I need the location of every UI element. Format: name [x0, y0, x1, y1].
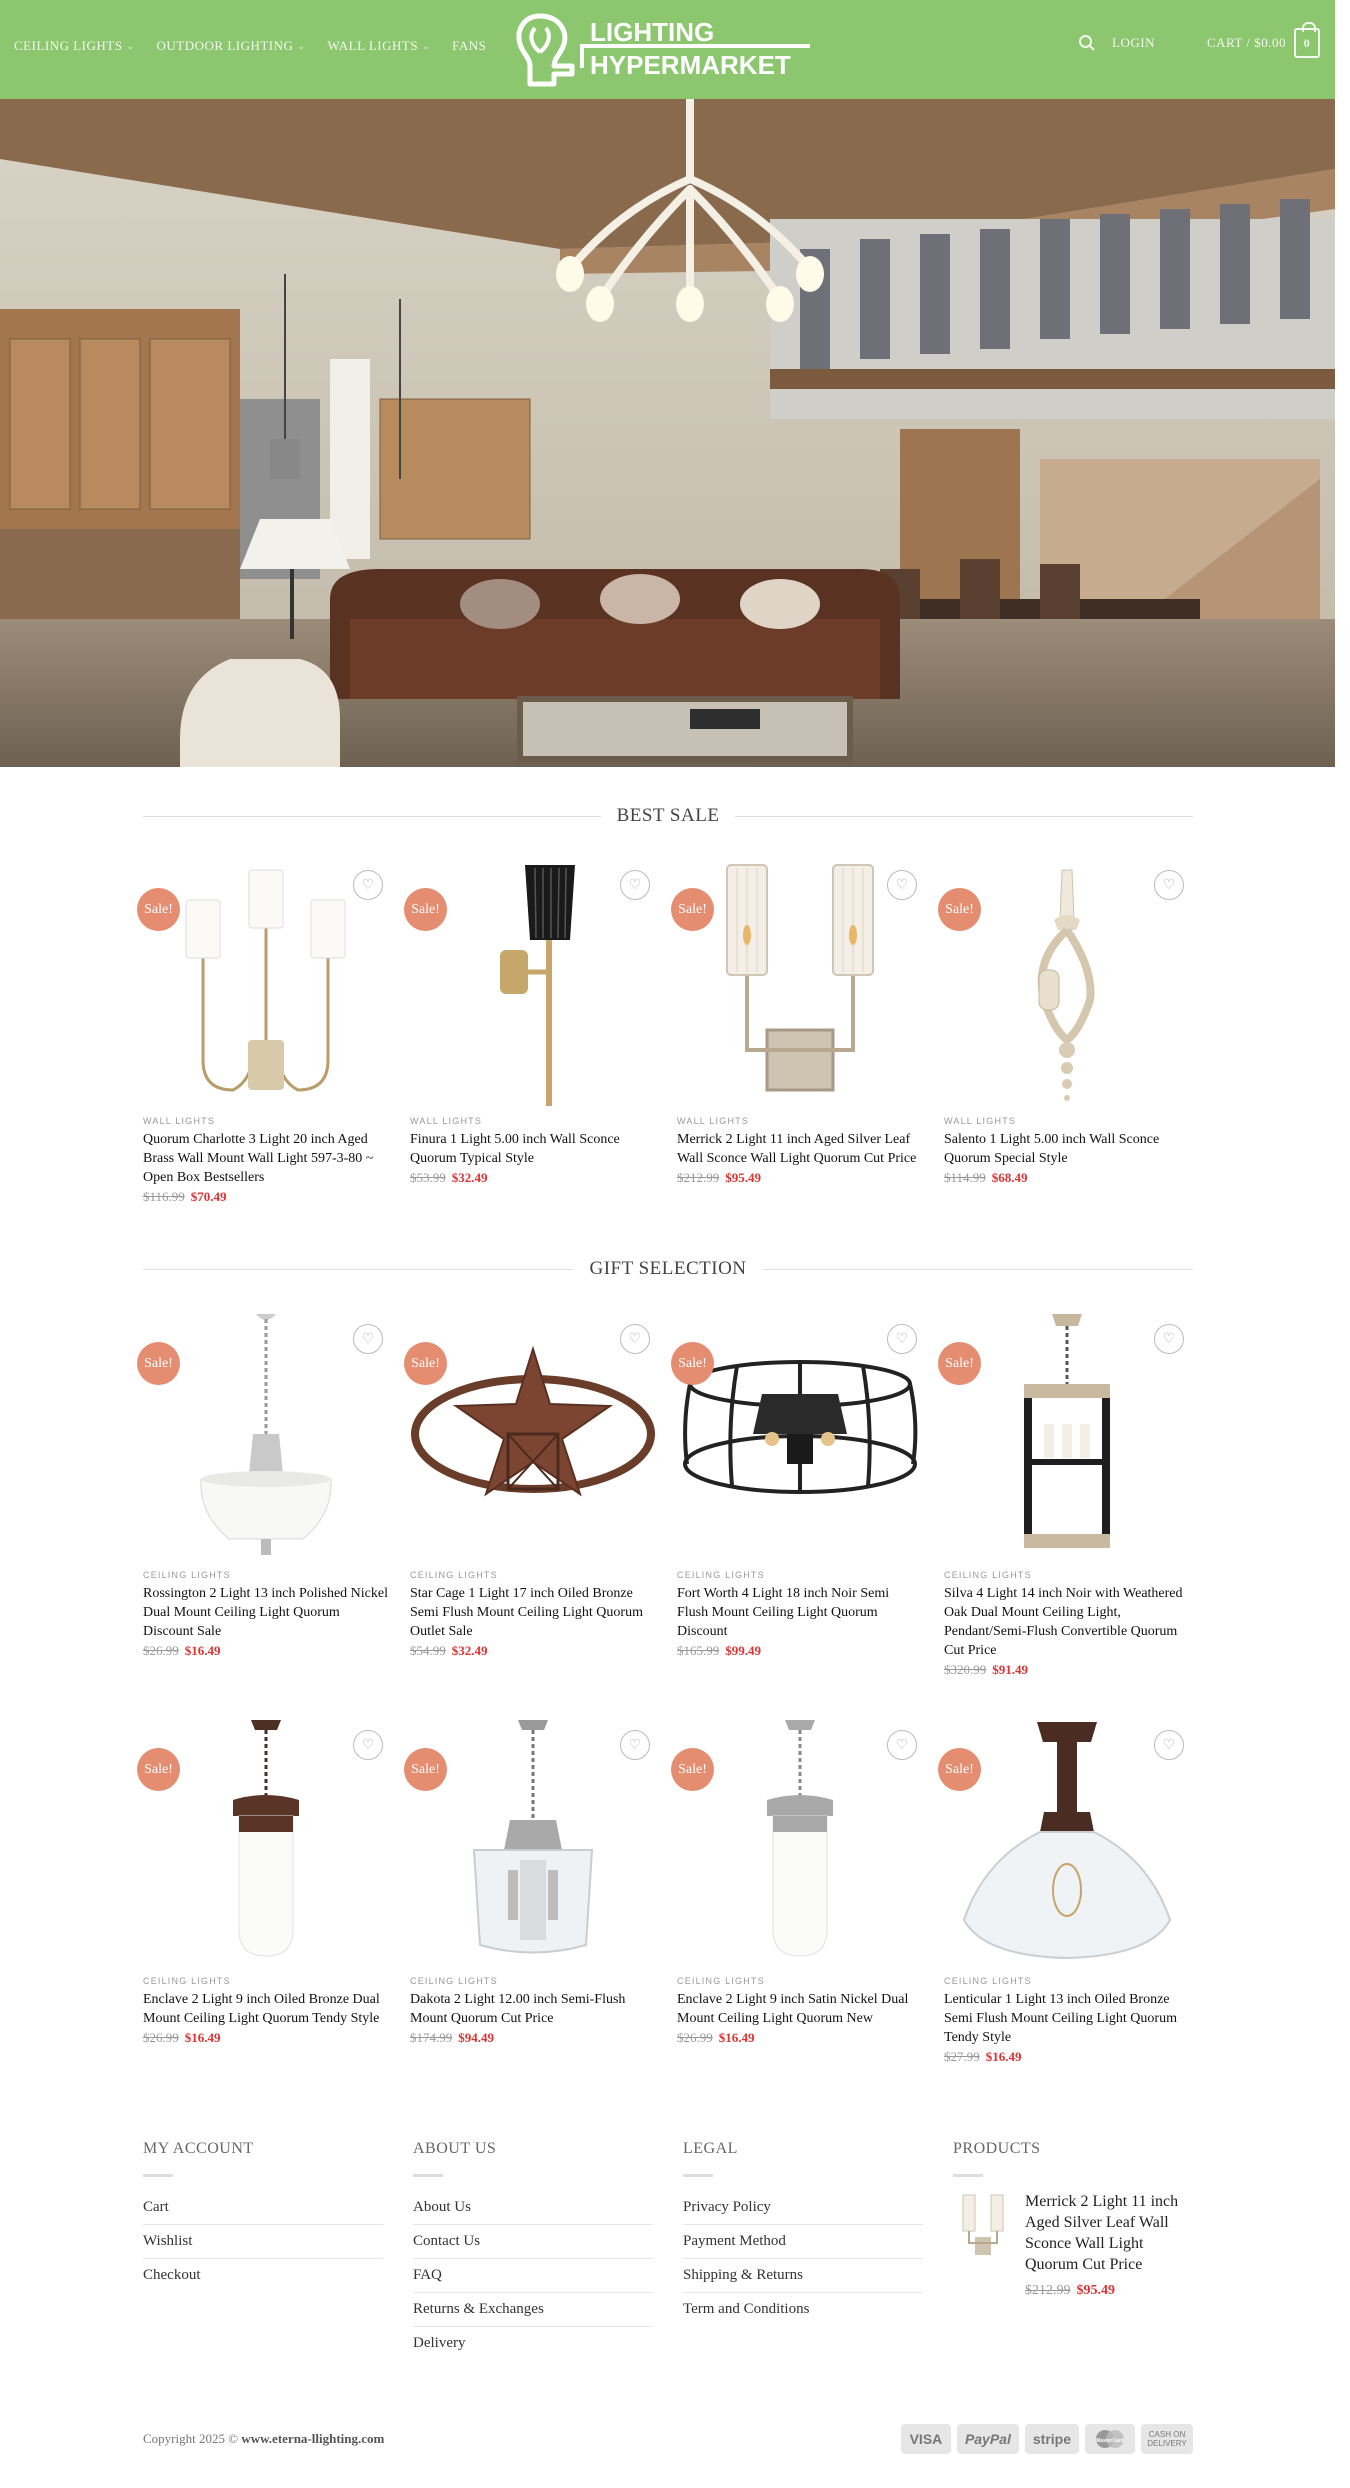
product-card[interactable] — [410, 1720, 656, 2100]
footer-link-terms[interactable]: Term and Conditions — [683, 2301, 810, 2317]
product-name[interactable]: Finura 1 Light 5.00 inch Wall Sconce Quorum Typical Style — [410, 1132, 620, 1166]
sale-badge: Sale! — [137, 1748, 180, 1791]
copyright-site-link[interactable]: www.eterna-llighting.com — [241, 2431, 385, 2446]
stripe-icon: stripe — [1025, 2424, 1079, 2454]
section-heading: GIFT SELECTION — [589, 1258, 747, 1279]
product-grid-gift-selection — [143, 1314, 1193, 2100]
product-card[interactable] — [677, 1314, 923, 1694]
heart-icon[interactable]: ♡ — [353, 870, 383, 900]
footer-product-item[interactable] — [953, 2191, 1193, 2299]
payment-icons — [901, 2424, 1193, 2454]
product-grid-best-sale — [143, 860, 1193, 1240]
product-card[interactable] — [143, 860, 389, 1240]
footer-col-products — [953, 2140, 1193, 2360]
product-category[interactable]: CEILING LIGHTS — [410, 1570, 498, 1580]
product-card[interactable] — [143, 1314, 389, 1694]
product-category[interactable]: CEILING LIGHTS — [944, 1976, 1032, 1986]
product-name[interactable]: Dakota 2 Light 12.00 inch Semi-Flush Mount Quorum Cut Price — [410, 1992, 626, 2026]
chevron-down-icon: ⌄ — [297, 40, 306, 51]
product-price — [677, 2030, 923, 2046]
heart-icon[interactable]: ♡ — [887, 1730, 917, 1760]
section-title-best-sale — [143, 805, 1193, 827]
product-category[interactable]: CEILING LIGHTS — [143, 1976, 231, 1986]
site-logo[interactable] — [510, 8, 824, 92]
product-card[interactable] — [143, 1720, 389, 2100]
sale-price: $16.49 — [985, 2049, 1022, 2064]
footer-link-shipping-returns[interactable]: Shipping & Returns — [683, 2259, 923, 2293]
old-price: $174.99 — [410, 2030, 453, 2045]
product-category[interactable]: WALL LIGHTS — [677, 1116, 750, 1126]
nav-ceiling-lights[interactable] — [14, 38, 135, 54]
product-name[interactable]: Quorum Charlotte 3 Light 20 inch Aged Brass Wall Mount Wall Light 597-3-80 ~ Open Box Bestsellers — [143, 1132, 374, 1185]
product-image[interactable] — [410, 1720, 656, 1966]
two-glass-sconce-icon — [677, 860, 923, 1106]
white-bowl-pendant-icon — [143, 1314, 389, 1560]
living-room-photo — [0, 99, 1335, 767]
heart-icon[interactable]: ♡ — [1154, 1324, 1184, 1354]
old-price: $54.99 — [410, 1643, 446, 1658]
product-name[interactable]: Rossington 2 Light 13 inch Polished Nickel Dual Mount Ceiling Light Quorum Discount Sale — [143, 1586, 388, 1639]
sale-badge: Sale! — [938, 888, 981, 931]
nav-wall-lights[interactable] — [327, 38, 430, 54]
old-price: $26.99 — [143, 2030, 179, 2045]
cash-on-delivery-icon: CASH ON DELIVERY — [1141, 2424, 1193, 2454]
sale-badge: Sale! — [404, 888, 447, 931]
product-card[interactable] — [944, 1720, 1190, 2100]
footer-link-cart[interactable]: Cart — [143, 2191, 383, 2225]
footer-link-about-us[interactable]: About Us — [413, 2191, 653, 2225]
visa-icon: VISA — [901, 2424, 951, 2454]
cart-count-badge: 0 — [1294, 28, 1320, 58]
product-name[interactable]: Silva 4 Light 14 inch Noir with Weathered Oak Dual Mount Ceiling Light, Pendant/Semi-Flush Convertible Quorum Cut Price — [944, 1586, 1183, 1658]
footer-col-legal — [683, 2140, 923, 2360]
footer-col-my-account — [143, 2140, 383, 2360]
nav-fans[interactable] — [452, 38, 486, 54]
star-cage-flush-icon — [410, 1314, 656, 1560]
footer-link-contact-us[interactable]: Contact Us — [413, 2225, 653, 2259]
footer-product-price — [1025, 2283, 1193, 2299]
product-image[interactable] — [677, 1720, 923, 1966]
product-image[interactable] — [677, 1314, 923, 1560]
heart-icon[interactable]: ♡ — [620, 870, 650, 900]
product-name[interactable]: Salento 1 Light 5.00 inch Wall Sconce Quorum Special Style — [944, 1132, 1160, 1166]
nav-label: CEILING LIGHTS — [14, 38, 123, 53]
nav-label: OUTDOOR LIGHTING — [156, 38, 294, 53]
footer-link-wishlist[interactable]: Wishlist — [143, 2225, 383, 2259]
product-price — [677, 1643, 923, 1659]
footer-link-payment-method[interactable]: Payment Method — [683, 2225, 923, 2259]
sale-badge: Sale! — [938, 1342, 981, 1385]
sale-badge: Sale! — [671, 1342, 714, 1385]
product-price — [410, 1643, 656, 1659]
heart-icon[interactable]: ♡ — [1154, 870, 1184, 900]
product-price — [944, 2049, 1190, 2065]
cart-total: CART / $0.00 — [1206, 35, 1286, 50]
nickel-pendant-icon — [677, 1720, 923, 1966]
sale-price: $32.49 — [451, 1170, 488, 1185]
site-header — [0, 0, 1335, 99]
sale-price: $32.49 — [451, 1643, 488, 1658]
sale-badge: Sale! — [404, 1342, 447, 1385]
product-card[interactable] — [677, 860, 923, 1240]
product-category[interactable]: CEILING LIGHTS — [410, 1976, 498, 1986]
sale-badge: Sale! — [671, 1748, 714, 1791]
old-price: $320.99 — [944, 1662, 987, 1677]
search-icon[interactable] — [1078, 34, 1096, 52]
product-image[interactable] — [944, 1314, 1190, 1560]
product-image[interactable] — [944, 1720, 1190, 1966]
product-name[interactable]: Fort Worth 4 Light 18 inch Noir Semi Flush Mount Ceiling Light Quorum Discount — [677, 1586, 890, 1639]
product-image[interactable] — [143, 1314, 389, 1560]
footer-heading: MY ACCOUNT — [143, 2140, 254, 2157]
old-price: $165.99 — [677, 1643, 720, 1658]
product-card[interactable] — [944, 1314, 1190, 1694]
main-nav — [14, 38, 486, 54]
product-image[interactable] — [143, 860, 389, 1106]
product-card[interactable] — [410, 1314, 656, 1694]
clear-drum-pendant-icon — [410, 1720, 656, 1966]
product-category[interactable]: WALL LIGHTS — [143, 1116, 216, 1126]
copyright-text — [143, 2431, 384, 2447]
product-price — [143, 1189, 389, 1205]
old-price: $114.99 — [944, 1170, 986, 1185]
paypal-icon: PayPal — [957, 2424, 1019, 2454]
product-category[interactable]: CEILING LIGHTS — [143, 1570, 231, 1580]
sale-badge: Sale! — [137, 888, 180, 931]
product-card[interactable] — [677, 1720, 923, 2100]
logo-text-line1: LIGHTING — [590, 17, 715, 47]
heart-icon[interactable]: ♡ — [620, 1730, 650, 1760]
footer-bottom-bar — [143, 2424, 1193, 2454]
footer-columns — [143, 2140, 1193, 2360]
footer-link-returns[interactable]: Returns & Exchanges — [413, 2293, 653, 2327]
product-price — [410, 2030, 656, 2046]
old-price: $212.99 — [677, 1170, 720, 1185]
product-image[interactable] — [677, 860, 923, 1106]
nav-outdoor-lighting[interactable] — [157, 38, 306, 54]
footer-heading: LEGAL — [683, 2140, 738, 2157]
footer-link-faq[interactable]: FAQ — [413, 2259, 653, 2293]
sale-badge: Sale! — [137, 1342, 180, 1385]
product-name[interactable]: Lenticular 1 Light 13 inch Oiled Bronze Semi Flush Mount Ceiling Light Quorum Tendy Style — [944, 1992, 1177, 2045]
product-category[interactable]: CEILING LIGHTS — [677, 1976, 765, 1986]
candle-sconce-icon — [944, 860, 1190, 1106]
product-category[interactable]: CEILING LIGHTS — [944, 1570, 1032, 1580]
old-price: $26.99 — [143, 1643, 179, 1658]
sale-badge: Sale! — [671, 888, 714, 931]
mastercard-icon — [1085, 2424, 1135, 2454]
old-price: $53.99 — [410, 1170, 446, 1185]
black-cage-sconce-icon — [410, 860, 656, 1106]
glass-dome-flush-icon — [944, 1720, 1190, 1966]
product-price — [143, 1643, 389, 1659]
heart-icon[interactable]: ♡ — [620, 1324, 650, 1354]
mastercard-label: MasterCard — [1096, 2438, 1124, 2444]
old-price: $27.99 — [944, 2049, 980, 2064]
heart-icon[interactable]: ♡ — [353, 1324, 383, 1354]
footer-col-about-us — [413, 2140, 653, 2360]
sale-price: $70.49 — [190, 1189, 227, 1204]
product-price — [143, 2030, 389, 2046]
product-card[interactable] — [944, 860, 1190, 1240]
product-price — [944, 1170, 1190, 1186]
product-name[interactable]: Merrick 2 Light 11 inch Aged Silver Leaf Wall Sconce Wall Light Quorum Cut Price — [677, 1132, 917, 1166]
sale-price: $95.49 — [725, 1170, 761, 1185]
footer-heading: ABOUT US — [413, 2140, 497, 2157]
product-image[interactable] — [410, 860, 656, 1106]
heart-icon[interactable]: ♡ — [887, 870, 917, 900]
old-price: $116.99 — [143, 1189, 185, 1204]
sale-price: $95.49 — [1076, 2283, 1115, 2298]
product-category[interactable]: WALL LIGHTS — [944, 1116, 1017, 1126]
product-image[interactable] — [410, 1314, 656, 1560]
product-category[interactable]: CEILING LIGHTS — [677, 1570, 765, 1580]
sale-price: $68.49 — [991, 1170, 1028, 1185]
heart-icon[interactable]: ♡ — [1154, 1730, 1184, 1760]
product-card[interactable] — [410, 860, 656, 1240]
logo-text-line2: HYPERMARKET — [590, 50, 791, 80]
sale-price: $94.49 — [458, 2030, 494, 2045]
footer-link-checkout[interactable]: Checkout — [143, 2267, 201, 2283]
footer-product-thumbnail — [953, 2191, 1013, 2261]
nav-label: WALL LIGHTS — [327, 38, 419, 53]
section-heading: BEST SALE — [616, 805, 720, 826]
chevron-down-icon: ⌄ — [422, 40, 431, 51]
heart-icon[interactable]: ♡ — [887, 1324, 917, 1354]
sale-price: $91.49 — [992, 1662, 1028, 1677]
old-price: $26.99 — [677, 2030, 713, 2045]
footer-heading: PRODUCTS — [953, 2140, 1041, 2157]
sale-badge: Sale! — [938, 1748, 981, 1791]
nav-label: FANS — [452, 38, 487, 53]
cart-link[interactable] — [1207, 28, 1320, 58]
lantern-pendant-icon — [944, 1314, 1190, 1560]
header-actions — [1078, 28, 1320, 58]
product-name[interactable]: Enclave 2 Light 9 inch Oiled Bronze Dual Mount Ceiling Light Quorum Tendy Style — [143, 1992, 380, 2026]
sale-price: $16.49 — [184, 1643, 221, 1658]
product-name[interactable]: Star Cage 1 Light 17 inch Oiled Bronze Semi Flush Mount Ceiling Light Quorum Outlet Sale — [410, 1586, 643, 1639]
product-price — [677, 1170, 923, 1186]
heart-icon[interactable]: ♡ — [353, 1730, 383, 1760]
footer-link-privacy-policy[interactable]: Privacy Policy — [683, 2191, 923, 2225]
product-price — [410, 1170, 656, 1186]
sale-price: $16.49 — [184, 2030, 221, 2045]
product-price — [944, 1662, 1190, 1678]
three-shade-sconce-icon — [143, 860, 389, 1106]
product-name[interactable]: Enclave 2 Light 9 inch Satin Nickel Dual Mount Ceiling Light Quorum New — [677, 1992, 909, 2026]
bronze-pendant-icon — [143, 1720, 389, 1966]
product-image[interactable] — [944, 860, 1190, 1106]
footer-link-delivery[interactable]: Delivery — [413, 2335, 466, 2351]
product-image[interactable] — [143, 1720, 389, 1966]
section-title-gift-selection — [143, 1258, 1193, 1280]
login-link[interactable]: LOGIN — [1112, 35, 1155, 50]
sale-price: $99.49 — [725, 1643, 761, 1658]
copyright-prefix: Copyright 2025 © — [143, 2431, 239, 2446]
hero-banner-image — [0, 99, 1335, 767]
product-category[interactable]: WALL LIGHTS — [410, 1116, 483, 1126]
sale-price: $16.49 — [718, 2030, 755, 2045]
old-price: $212.99 — [1025, 2283, 1071, 2298]
chevron-down-icon: ⌄ — [126, 40, 135, 51]
sale-badge: Sale! — [404, 1748, 447, 1791]
cage-fan-flush-icon — [677, 1314, 923, 1560]
footer-product-name[interactable]: Merrick 2 Light 11 inch Aged Silver Leaf Wall Sconce Wall Light Quorum Cut Price — [1025, 2193, 1179, 2273]
